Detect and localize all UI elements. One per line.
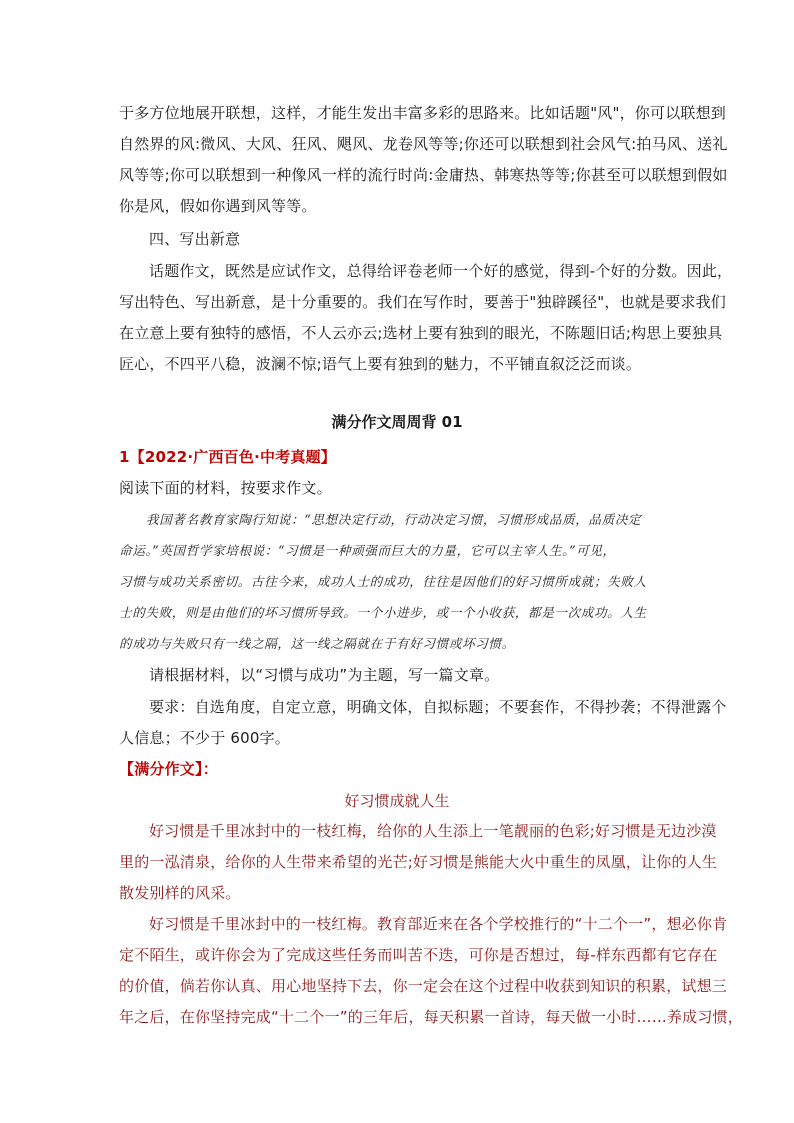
question-instruction: 阅读下面的材料，按要求作文。 bbox=[119, 479, 332, 497]
essay-p2-line-3: 的价值，倘若你认真、用心地坚持下去，你一定会在这个过程中收获到知识的积累，试想三 bbox=[119, 977, 728, 995]
material-line-5: 的成功与失败只有一线之隔，这一线之隔就在于有好习惯或坏习惯。 bbox=[119, 636, 515, 651]
essay-p2-line-1: 好习惯是千里冰封中的一枝红梅。教育部近来在各个学校推行的“十二个一”，想必你肯 bbox=[149, 915, 728, 933]
question-number: 1 bbox=[119, 448, 130, 466]
section-line-4: 匠心，不四平八稳，波澜不惊;语气上要有独到的魅力，不平铺直叙泛泛而谈。 bbox=[119, 355, 642, 373]
writing-prompt: 请根据材料，以“习惯与成功”为主题，写一篇文章。 bbox=[149, 666, 500, 684]
material-line-3: 习惯与成功关系密切。古往今来，成功人士的成功，往往是因他们的好习惯所成就；失败人 bbox=[119, 574, 647, 589]
question-source: 【2022·广西百色·中考真题】 bbox=[129, 448, 336, 466]
intro-line-3: 风等等;你可以联想到一种像风一样的流行时尚:金庸热、韩寒热等等;你甚至可以联想到假如 bbox=[119, 166, 728, 184]
intro-line-1: 于多方位地展开联想，这样，才能生发出丰富多彩的思路来。比如话题"风"，你可以联想到 bbox=[119, 104, 727, 122]
essay-p1-line-3: 散发别样的风采。 bbox=[119, 884, 241, 902]
material-line-1: 我国著名教育家陶行知说：“思想决定行动，行动决定习惯，习惯形成品质，品质决定 bbox=[146, 512, 642, 527]
requirements-line-2: 人信息；不少于 600字。 bbox=[119, 729, 290, 747]
page-title: 满分作文周周背 01 bbox=[331, 413, 463, 431]
requirements-line-1: 要求：自选角度，自定立意，明确文体，自拟标题；不要套作，不得抄袭；不得泄露个 bbox=[149, 698, 727, 716]
essay-title: 好习惯成就人生 bbox=[344, 792, 450, 810]
section-line-3: 在立意上要有独特的感悟，不人云亦云;选材上要有独到的眼光，不陈题旧话;构思上要独具 bbox=[119, 324, 723, 342]
question-source-line bbox=[119, 447, 679, 467]
material-line-2: 命运。”英国哲学家培根说：“习惯是一种顽强而巨大的力量，它可以主宰人生。”可见， bbox=[119, 543, 616, 558]
material-line-4: 士的失败，则是由他们的坏习惯所导致。一个小进步，或一个小收获，都是一次成功。人生 bbox=[119, 605, 647, 620]
essay-p2-line-4: 年之后，在你坚持完成“十二个一”的三年后，每天积累一首诗，每天做一小时……养成习惯， bbox=[119, 1008, 743, 1026]
essay-p1-line-1: 好习惯是千里冰封中的一枝红梅，给你的人生添上一笔靓丽的色彩;好习惯是无边沙漠 bbox=[149, 822, 717, 840]
intro-line-2: 自然界的风:微风、大风、狂风、飓风、龙卷风等等;你还可以联想到社会风气:拍马风、送礼 bbox=[119, 135, 728, 153]
essay-p1-line-2: 里的一泓清泉，给你的人生带来希望的光芒;好习惯是熊能大火中重生的凤凰，让你的人生 bbox=[119, 853, 718, 871]
section-line-1: 话题作文，既然是应试作文，总得给评卷老师一个好的感觉，得到-个好的分数。因此， bbox=[149, 262, 733, 280]
intro-line-4: 你是风，假如你遇到风等等。 bbox=[119, 197, 317, 215]
essay-p2-line-2: 定不陌生，或许你会为了完成这些任务而叫苦不迭，可你是否想过，每-样东西都有它存在 bbox=[119, 946, 718, 964]
section-heading: 四、写出新意 bbox=[149, 230, 241, 248]
section-line-2: 写出特色、写出新意，是十分重要的。我们在写作时，要善于"独辟蹊径"，也就是要求我们 bbox=[119, 293, 727, 311]
essay-label: 【满分作文】： bbox=[119, 760, 218, 778]
